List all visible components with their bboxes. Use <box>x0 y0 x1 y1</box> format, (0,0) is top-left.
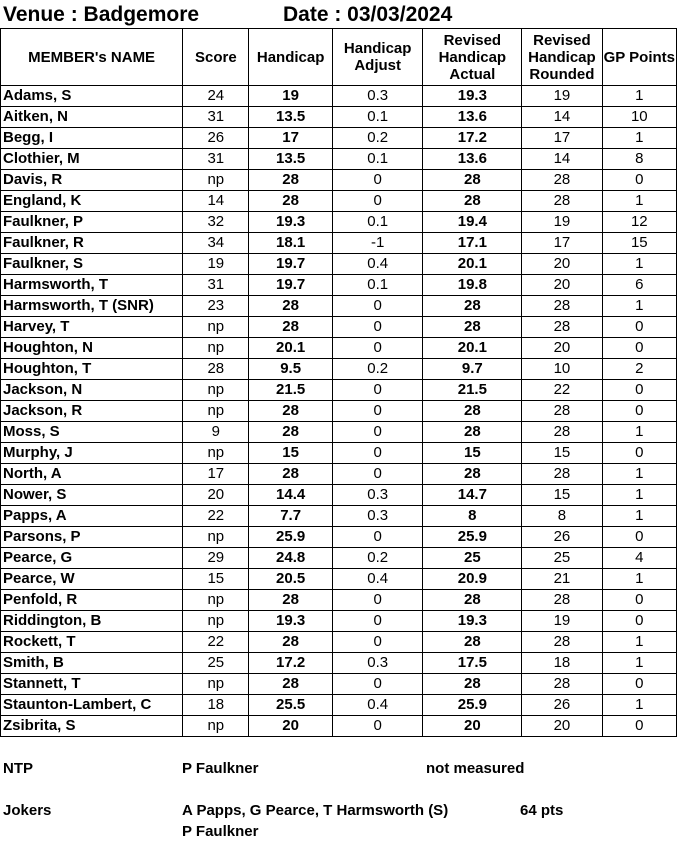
handicap-adjust-cell: 0 <box>332 401 423 422</box>
revised-rounded-cell: 20 <box>522 716 602 737</box>
handicap-adjust-cell: 0 <box>332 380 423 401</box>
gp-points-cell: 0 <box>602 380 676 401</box>
handicap-adjust-cell: 0.2 <box>332 548 423 569</box>
member-name-cell: Faulkner, P <box>1 212 183 233</box>
table-body <box>1 86 677 737</box>
handicap-adjust-cell: 0.1 <box>332 212 423 233</box>
score-cell: 15 <box>183 569 249 590</box>
handicap-adjust-cell: 0.1 <box>332 107 423 128</box>
handicap-cell: 15 <box>249 443 332 464</box>
handicap-adjust-cell: 0 <box>332 422 423 443</box>
score-cell: np <box>183 527 249 548</box>
revised-actual-cell: 19.4 <box>423 212 522 233</box>
revised-rounded-cell: 20 <box>522 275 602 296</box>
score-cell: np <box>183 380 249 401</box>
member-name-cell: Clothier, M <box>1 149 183 170</box>
member-name-cell: Davis, R <box>1 170 183 191</box>
table-row <box>1 506 677 527</box>
handicap-adjust-cell: 0 <box>332 716 423 737</box>
handicap-cell: 24.8 <box>249 548 332 569</box>
table-row <box>1 716 677 737</box>
revised-actual-cell: 28 <box>423 464 522 485</box>
handicap-cell: 18.1 <box>249 233 332 254</box>
jokers-names-line-2: P Faulkner <box>182 823 259 840</box>
member-name-cell: Faulkner, S <box>1 254 183 275</box>
score-cell: 31 <box>183 149 249 170</box>
revised-rounded-cell: 19 <box>522 212 602 233</box>
handicap-cell: 28 <box>249 674 332 695</box>
table-row <box>1 107 677 128</box>
score-cell: np <box>183 338 249 359</box>
handicap-adjust-cell: 0 <box>332 632 423 653</box>
member-name-cell: Moss, S <box>1 422 183 443</box>
gp-points-cell: 2 <box>602 359 676 380</box>
handicap-cell: 28 <box>249 632 332 653</box>
table-row <box>1 149 677 170</box>
revised-rounded-cell: 28 <box>522 632 602 653</box>
revised-actual-cell: 8 <box>423 506 522 527</box>
ntp-label: NTP <box>3 760 33 777</box>
header-row <box>1 29 677 86</box>
member-name-cell: Harmsworth, T <box>1 275 183 296</box>
revised-rounded-cell: 28 <box>522 296 602 317</box>
revised-actual-cell: 20.9 <box>423 569 522 590</box>
member-name-cell: Adams, S <box>1 86 183 107</box>
jokers-label: Jokers <box>3 802 52 819</box>
revised-rounded-cell: 8 <box>522 506 602 527</box>
member-name-cell: Parsons, P <box>1 527 183 548</box>
table-row <box>1 632 677 653</box>
score-cell: 26 <box>183 128 249 149</box>
score-cell: 14 <box>183 191 249 212</box>
handicap-cell: 17 <box>249 128 332 149</box>
handicap-adjust-cell: 0 <box>332 527 423 548</box>
revised-actual-cell: 20.1 <box>423 254 522 275</box>
handicap-adjust-cell: 0 <box>332 191 423 212</box>
gp-points-cell: 1 <box>602 464 676 485</box>
handicap-adjust-cell: 0 <box>332 443 423 464</box>
revised-actual-cell: 13.6 <box>423 107 522 128</box>
handicap-adjust-cell: 0.3 <box>332 653 423 674</box>
revised-actual-cell: 28 <box>423 296 522 317</box>
table-row <box>1 653 677 674</box>
gp-points-cell: 1 <box>602 485 676 506</box>
gp-points-cell: 1 <box>602 506 676 527</box>
table-row <box>1 212 677 233</box>
revised-rounded-cell: 20 <box>522 254 602 275</box>
member-name-cell: Stannett, T <box>1 674 183 695</box>
revised-rounded-cell: 15 <box>522 485 602 506</box>
gp-points-cell: 6 <box>602 275 676 296</box>
revised-rounded-cell: 17 <box>522 128 602 149</box>
handicap-cell: 19.7 <box>249 254 332 275</box>
gp-points-cell: 1 <box>602 254 676 275</box>
gp-points-cell: 1 <box>602 191 676 212</box>
revised-actual-cell: 25.9 <box>423 527 522 548</box>
table-row <box>1 401 677 422</box>
table-row <box>1 590 677 611</box>
score-cell: np <box>183 443 249 464</box>
table-row <box>1 569 677 590</box>
jokers-points: 64 pts <box>520 802 564 819</box>
revised-rounded-cell: 10 <box>522 359 602 380</box>
revised-rounded-cell: 25 <box>522 548 602 569</box>
table-row <box>1 86 677 107</box>
gp-points-cell: 1 <box>602 653 676 674</box>
table-row <box>1 674 677 695</box>
gp-points-cell: 1 <box>602 569 676 590</box>
table-row <box>1 359 677 380</box>
gp-points-cell: 10 <box>602 107 676 128</box>
table-row <box>1 485 677 506</box>
table-row <box>1 611 677 632</box>
handicap-cell: 28 <box>249 422 332 443</box>
sheet-header <box>3 2 683 28</box>
table-row <box>1 422 677 443</box>
revised-rounded-cell: 28 <box>522 401 602 422</box>
table-row <box>1 548 677 569</box>
revised-rounded-cell: 14 <box>522 107 602 128</box>
score-cell: np <box>183 674 249 695</box>
venue-label: Venue : Badgemore <box>3 3 200 26</box>
gp-points-cell: 0 <box>602 338 676 359</box>
table-row <box>1 254 677 275</box>
handicap-cell: 14.4 <box>249 485 332 506</box>
revised-rounded-cell: 14 <box>522 149 602 170</box>
member-name-cell: North, A <box>1 464 183 485</box>
revised-rounded-cell: 17 <box>522 233 602 254</box>
member-name-cell: Staunton-Lambert, C <box>1 695 183 716</box>
handicap-cell: 19.3 <box>249 212 332 233</box>
score-cell: 22 <box>183 632 249 653</box>
jokers-names-line-1: A Papps, G Pearce, T Harmsworth (S) <box>182 802 449 819</box>
handicap-adjust-cell: 0.4 <box>332 254 423 275</box>
date-label: Date : 03/03/2024 <box>283 3 453 26</box>
revised-rounded-cell: 28 <box>522 422 602 443</box>
handicap-adjust-cell: 0 <box>332 464 423 485</box>
revised-rounded-cell: 26 <box>522 695 602 716</box>
handicap-adjust-cell: 0.3 <box>332 485 423 506</box>
gp-points-cell: 12 <box>602 212 676 233</box>
handicap-header: Handicap <box>249 29 332 86</box>
revised-actual-cell: 17.1 <box>423 233 522 254</box>
table-row <box>1 170 677 191</box>
revised-rounded-cell: 28 <box>522 590 602 611</box>
revised-actual-cell: 19.8 <box>423 275 522 296</box>
handicap-adjust-cell: 0.3 <box>332 506 423 527</box>
gp-points-cell: 0 <box>602 611 676 632</box>
gp-points-cell: 0 <box>602 317 676 338</box>
gp-points-header: GP Points <box>602 29 676 86</box>
member-name-cell: Harmsworth, T (SNR) <box>1 296 183 317</box>
gp-points-cell: 0 <box>602 674 676 695</box>
score-cell: 31 <box>183 275 249 296</box>
score-cell: 25 <box>183 653 249 674</box>
member-name-cell: Zsibrita, S <box>1 716 183 737</box>
handicap-cell: 20.5 <box>249 569 332 590</box>
score-cell: 20 <box>183 485 249 506</box>
revised-actual-cell: 20.1 <box>423 338 522 359</box>
score-cell: 22 <box>183 506 249 527</box>
revised-rounded-cell: 19 <box>522 611 602 632</box>
handicap-cell: 20.1 <box>249 338 332 359</box>
member-name-cell: Riddington, B <box>1 611 183 632</box>
score-cell: 23 <box>183 296 249 317</box>
handicap-cell: 19.7 <box>249 275 332 296</box>
revised-actual-cell: 25 <box>423 548 522 569</box>
member-name-cell: Rockett, T <box>1 632 183 653</box>
handicap-adjust-cell: 0 <box>332 296 423 317</box>
handicap-cell: 28 <box>249 317 332 338</box>
table-row <box>1 380 677 401</box>
gp-points-cell: 0 <box>602 401 676 422</box>
member-name-cell: Murphy, J <box>1 443 183 464</box>
revised-rounded-cell: 18 <box>522 653 602 674</box>
revised-actual-cell: 19.3 <box>423 86 522 107</box>
score-cell: np <box>183 611 249 632</box>
revised-actual-cell: 14.7 <box>423 485 522 506</box>
score-cell: np <box>183 590 249 611</box>
handicap-cell: 19.3 <box>249 611 332 632</box>
handicap-adjust-cell: 0.1 <box>332 149 423 170</box>
gp-points-cell: 0 <box>602 716 676 737</box>
handicap-adjust-cell: -1 <box>332 233 423 254</box>
handicap-cell: 25.5 <box>249 695 332 716</box>
score-cell: 34 <box>183 233 249 254</box>
revised-rounded-cell: 20 <box>522 338 602 359</box>
member-name-header: MEMBER's NAME <box>1 29 183 86</box>
handicap-cell: 28 <box>249 191 332 212</box>
gp-points-cell: 8 <box>602 149 676 170</box>
revised-rounded-cell: 28 <box>522 464 602 485</box>
table-row <box>1 695 677 716</box>
handicap-cell: 19 <box>249 86 332 107</box>
score-cell: np <box>183 317 249 338</box>
handicap-cell: 25.9 <box>249 527 332 548</box>
member-name-cell: Jackson, R <box>1 401 183 422</box>
revised-rounded-cell: 28 <box>522 170 602 191</box>
table-row <box>1 443 677 464</box>
score-cell: 29 <box>183 548 249 569</box>
revised-rounded-cell: 28 <box>522 191 602 212</box>
gp-points-cell: 1 <box>602 422 676 443</box>
member-name-cell: England, K <box>1 191 183 212</box>
gp-points-cell: 0 <box>602 590 676 611</box>
revised-handicap-actual-header: Revised Handicap Actual <box>423 29 522 86</box>
revised-rounded-cell: 19 <box>522 86 602 107</box>
member-name-cell: Pearce, W <box>1 569 183 590</box>
member-name-cell: Harvey, T <box>1 317 183 338</box>
revised-rounded-cell: 15 <box>522 443 602 464</box>
revised-actual-cell: 28 <box>423 422 522 443</box>
handicap-adjust-cell: 0 <box>332 611 423 632</box>
handicap-cell: 28 <box>249 401 332 422</box>
score-header: Score <box>183 29 249 86</box>
gp-points-cell: 4 <box>602 548 676 569</box>
revised-actual-cell: 28 <box>423 170 522 191</box>
table-row <box>1 128 677 149</box>
revised-handicap-rounded-header: Revised Handicap Rounded <box>522 29 602 86</box>
handicap-adjust-cell: 0.3 <box>332 86 423 107</box>
handicap-adjust-cell: 0 <box>332 338 423 359</box>
handicap-cell: 28 <box>249 296 332 317</box>
score-cell: np <box>183 401 249 422</box>
revised-actual-cell: 9.7 <box>423 359 522 380</box>
revised-actual-cell: 28 <box>423 632 522 653</box>
table-row <box>1 317 677 338</box>
table-row <box>1 191 677 212</box>
handicap-adjust-cell: 0.1 <box>332 275 423 296</box>
member-name-cell: Jackson, N <box>1 380 183 401</box>
revised-actual-cell: 17.5 <box>423 653 522 674</box>
table-row <box>1 296 677 317</box>
revised-rounded-cell: 26 <box>522 527 602 548</box>
handicap-cell: 28 <box>249 170 332 191</box>
gp-points-cell: 1 <box>602 86 676 107</box>
score-cell: 18 <box>183 695 249 716</box>
member-name-cell: Aitken, N <box>1 107 183 128</box>
handicap-adjust-cell: 0 <box>332 170 423 191</box>
handicap-cell: 20 <box>249 716 332 737</box>
revised-actual-cell: 19.3 <box>423 611 522 632</box>
handicap-cell: 28 <box>249 464 332 485</box>
score-cell: 17 <box>183 464 249 485</box>
revised-actual-cell: 20 <box>423 716 522 737</box>
table-row <box>1 233 677 254</box>
revised-rounded-cell: 21 <box>522 569 602 590</box>
score-cell: np <box>183 716 249 737</box>
handicap-cell: 7.7 <box>249 506 332 527</box>
handicap-cell: 21.5 <box>249 380 332 401</box>
handicap-adjust-cell: 0.4 <box>332 695 423 716</box>
gp-points-cell: 0 <box>602 170 676 191</box>
revised-actual-cell: 13.6 <box>423 149 522 170</box>
handicap-adjust-cell: 0 <box>332 590 423 611</box>
handicap-adjust-cell: 0.2 <box>332 359 423 380</box>
table-row <box>1 338 677 359</box>
handicap-cell: 17.2 <box>249 653 332 674</box>
table-row <box>1 275 677 296</box>
gp-points-cell: 0 <box>602 443 676 464</box>
revised-actual-cell: 28 <box>423 590 522 611</box>
score-cell: 31 <box>183 107 249 128</box>
score-cell: 9 <box>183 422 249 443</box>
revised-rounded-cell: 28 <box>522 317 602 338</box>
gp-points-cell: 0 <box>602 527 676 548</box>
ntp-note: not measured <box>426 760 525 777</box>
revised-rounded-cell: 28 <box>522 674 602 695</box>
results-table <box>0 28 677 737</box>
revised-actual-cell: 28 <box>423 674 522 695</box>
member-name-cell: Smith, B <box>1 653 183 674</box>
score-cell: 32 <box>183 212 249 233</box>
revised-actual-cell: 25.9 <box>423 695 522 716</box>
table-row <box>1 464 677 485</box>
handicap-adjust-cell: 0.4 <box>332 569 423 590</box>
handicap-cell: 13.5 <box>249 149 332 170</box>
revised-rounded-cell: 22 <box>522 380 602 401</box>
gp-points-cell: 1 <box>602 128 676 149</box>
score-cell: np <box>183 170 249 191</box>
handicap-adjust-header: Handicap Adjust <box>332 29 423 86</box>
member-name-cell: Pearce, G <box>1 548 183 569</box>
handicap-cell: 28 <box>249 590 332 611</box>
gp-points-cell: 1 <box>602 296 676 317</box>
score-cell: 28 <box>183 359 249 380</box>
member-name-cell: Houghton, N <box>1 338 183 359</box>
handicap-cell: 13.5 <box>249 107 332 128</box>
gp-points-cell: 1 <box>602 695 676 716</box>
score-cell: 24 <box>183 86 249 107</box>
member-name-cell: Penfold, R <box>1 590 183 611</box>
member-name-cell: Faulkner, R <box>1 233 183 254</box>
gp-points-cell: 15 <box>602 233 676 254</box>
gp-points-cell: 1 <box>602 632 676 653</box>
revised-actual-cell: 15 <box>423 443 522 464</box>
revised-actual-cell: 28 <box>423 401 522 422</box>
revised-actual-cell: 28 <box>423 317 522 338</box>
member-name-cell: Begg, I <box>1 128 183 149</box>
handicap-adjust-cell: 0 <box>332 674 423 695</box>
member-name-cell: Papps, A <box>1 506 183 527</box>
score-cell: 19 <box>183 254 249 275</box>
handicap-cell: 9.5 <box>249 359 332 380</box>
member-name-cell: Houghton, T <box>1 359 183 380</box>
revised-actual-cell: 28 <box>423 191 522 212</box>
revised-actual-cell: 21.5 <box>423 380 522 401</box>
ntp-name: P Faulkner <box>182 760 259 777</box>
revised-actual-cell: 17.2 <box>423 128 522 149</box>
member-name-cell: Nower, S <box>1 485 183 506</box>
handicap-adjust-cell: 0 <box>332 317 423 338</box>
handicap-adjust-cell: 0.2 <box>332 128 423 149</box>
table-row <box>1 527 677 548</box>
